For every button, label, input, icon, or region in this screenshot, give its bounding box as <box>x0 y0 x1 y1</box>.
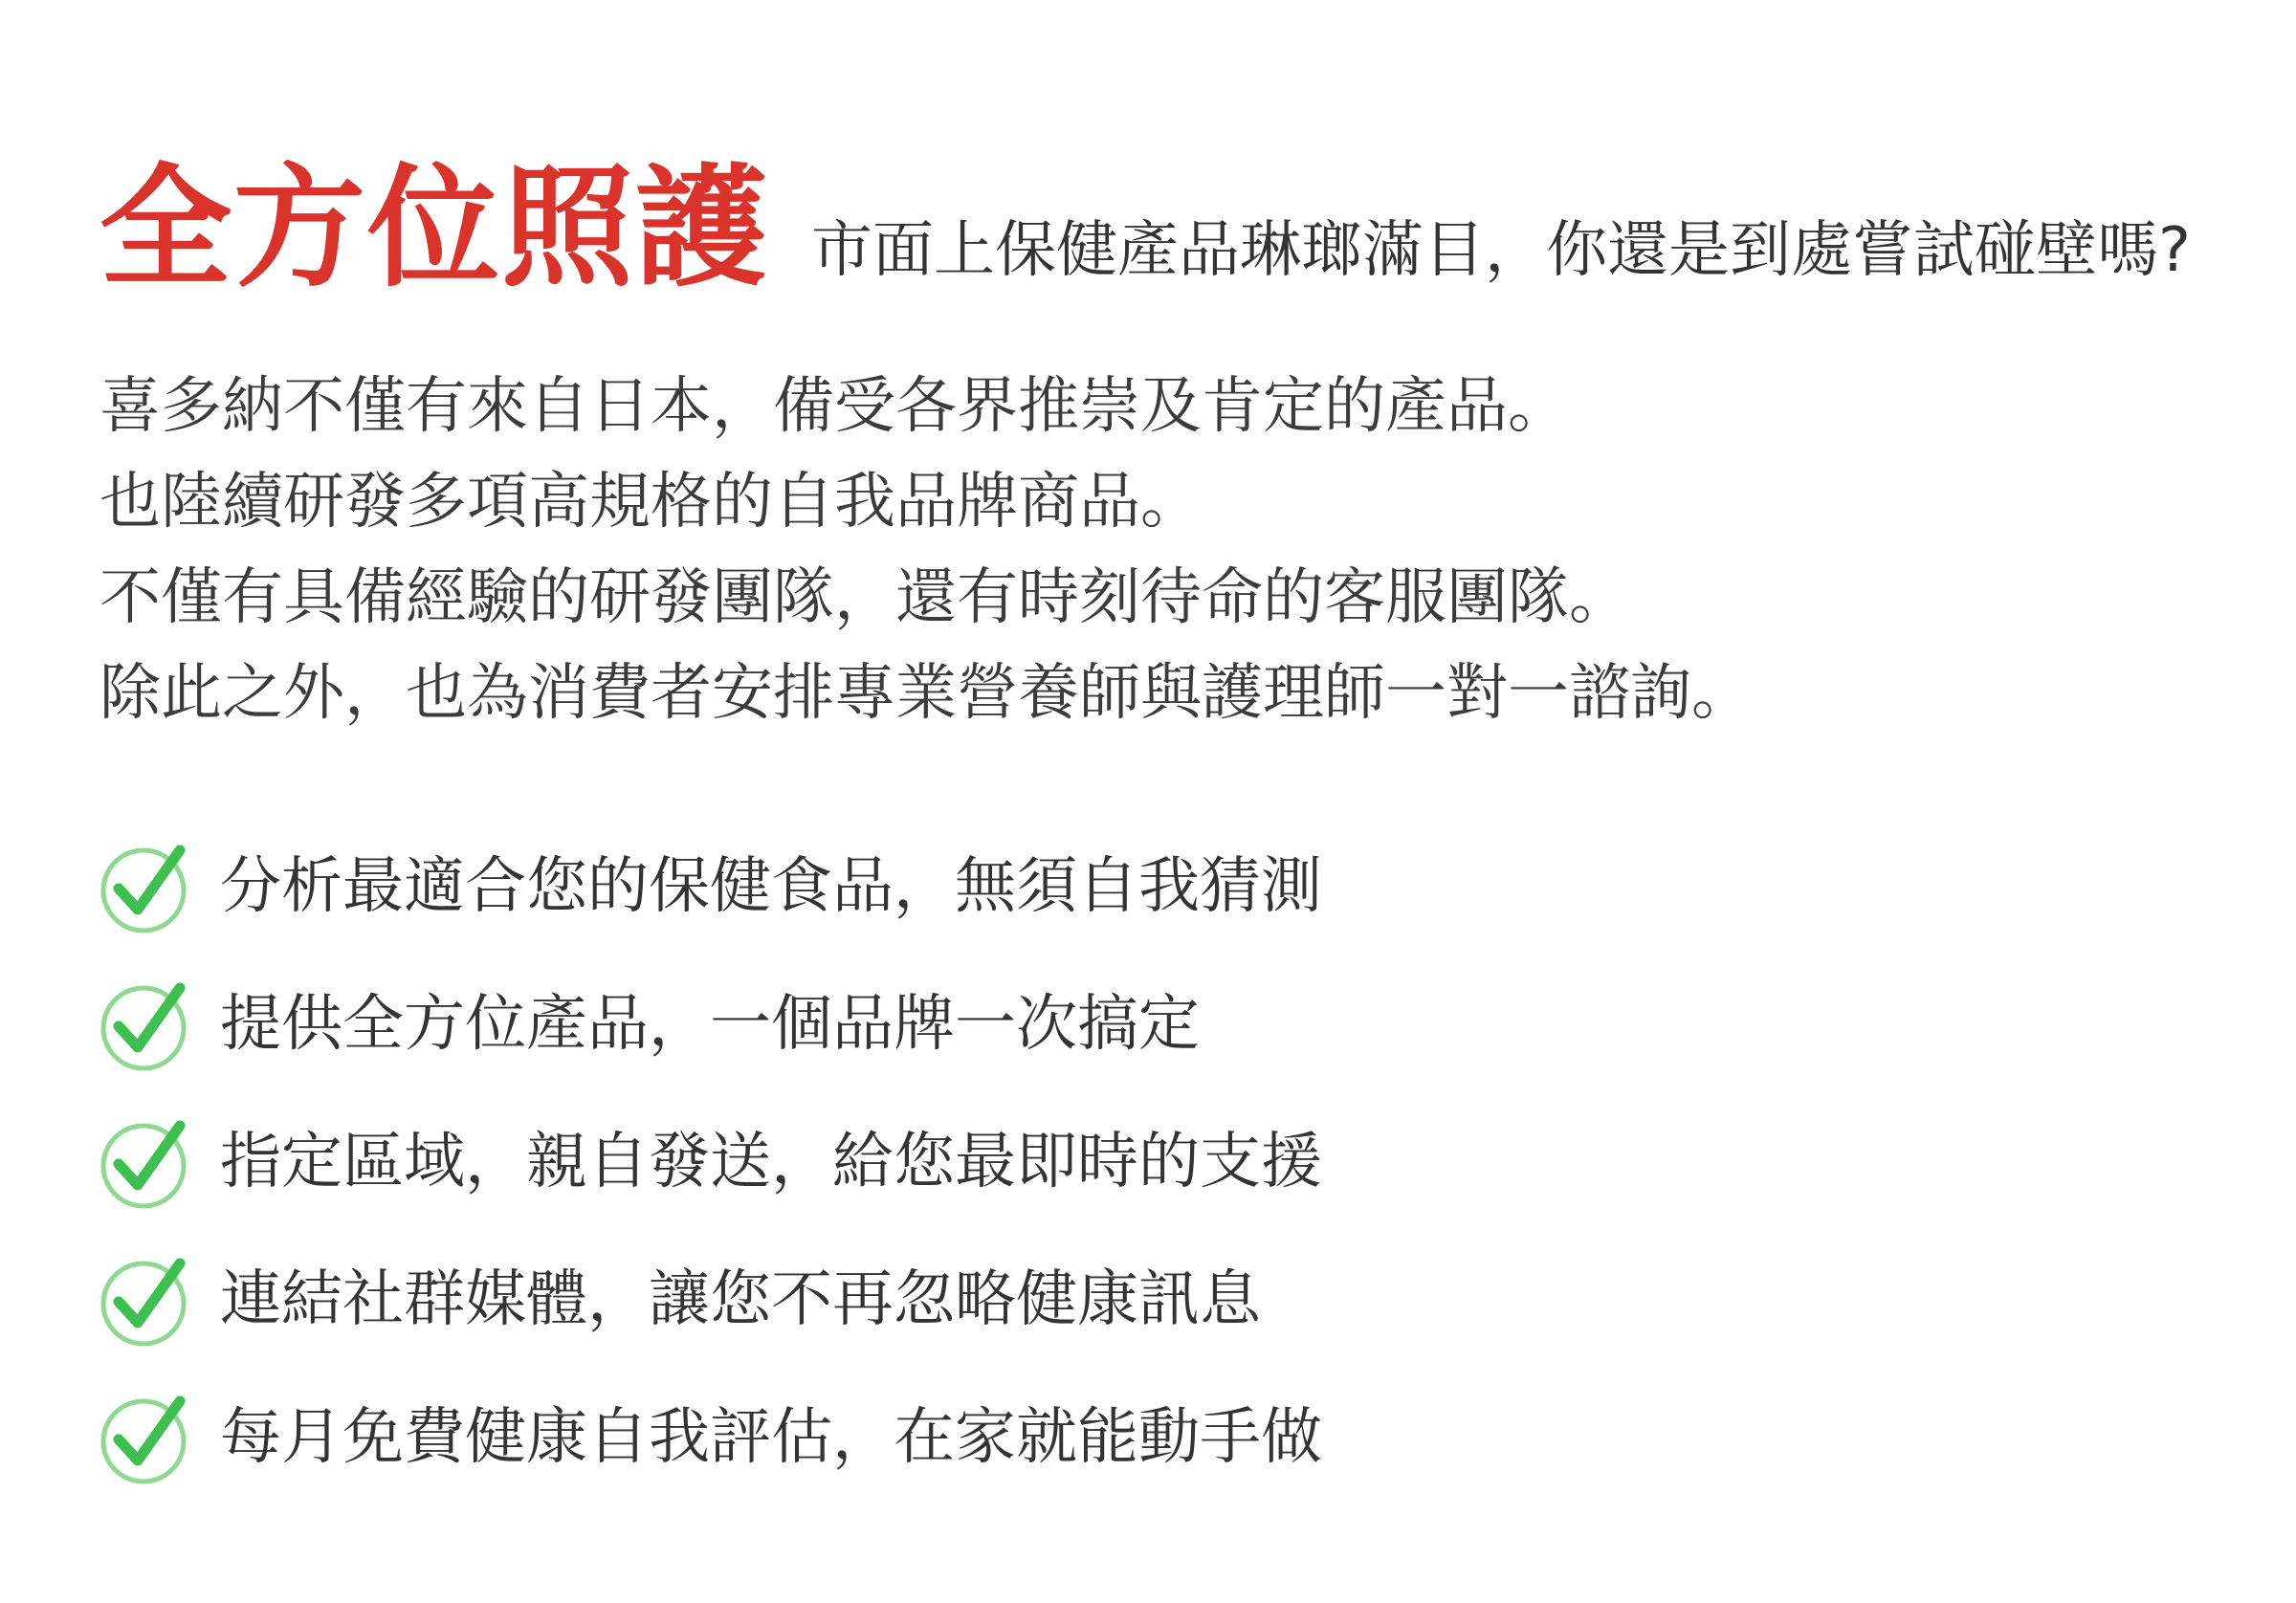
feature-text: 分析最適合您的保健食品，無須自我猜測 <box>220 851 1322 922</box>
feature-item <box>96 1369 1722 1506</box>
feature-text: 每月免費健康自我評估，在家就能動手做 <box>220 1402 1322 1473</box>
page-subtitle: 市面上保健產品琳瑯滿目，你還是到處嘗試碰壁嗎? <box>811 215 2191 286</box>
check-icon <box>96 975 195 1074</box>
title-row <box>99 143 2233 305</box>
check-icon <box>96 1250 195 1350</box>
feature-item <box>96 1231 1722 1369</box>
feature-list <box>96 818 1722 1506</box>
check-icon <box>96 837 195 936</box>
feature-item <box>96 1093 1722 1231</box>
intro-paragraph <box>99 359 1917 741</box>
check-icon <box>96 1388 195 1487</box>
page-title: 全方位照護 <box>99 151 770 305</box>
check-icon <box>96 1112 195 1212</box>
feature-item <box>96 818 1722 955</box>
intro-line: 喜多納不僅有來自日本，備受各界推崇及肯定的產品。 <box>99 371 1569 442</box>
feature-text: 指定區域，親自發送，給您最即時的支援 <box>220 1127 1322 1197</box>
feature-text: 連結社群媒體，讓您不再忽略健康訊息 <box>220 1264 1261 1335</box>
intro-line: 也陸續研發多項高規格的自我品牌商品。 <box>99 467 1202 538</box>
intro-line: 不僅有具備經驗的研發團隊，還有時刻待命的客服團隊。 <box>99 562 1630 633</box>
feature-item <box>96 955 1722 1093</box>
feature-text: 提供全方位產品，一個品牌一次搞定 <box>220 989 1200 1060</box>
intro-line: 除此之外，也為消費者安排專業營養師與護理師一對一諮詢。 <box>99 658 1753 729</box>
